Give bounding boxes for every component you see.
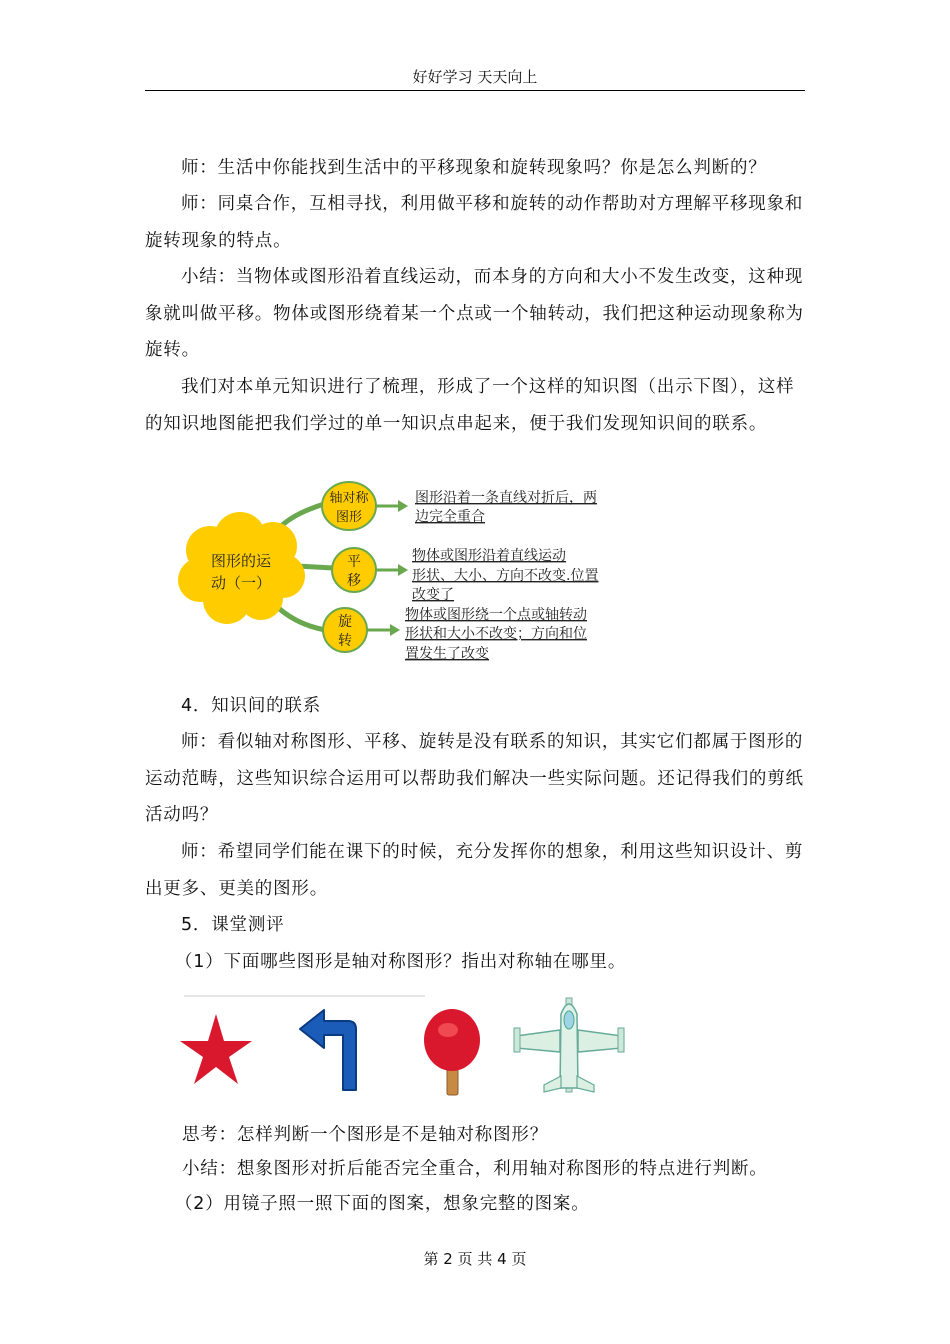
ping-pong-paddle-icon bbox=[424, 1009, 480, 1095]
airplane-icon bbox=[514, 998, 624, 1092]
question-2: （2）用镜子照一照下面的图案，想象完整的图案。 bbox=[175, 1194, 590, 1214]
desc-rotation-line1: 物体或图形绕一个点或轴转动 bbox=[405, 607, 587, 623]
node-axis-symmetry-line1: 轴对称 bbox=[329, 491, 369, 506]
page-header: 好好学习 天天向上 bbox=[145, 66, 805, 91]
paragraph-connection: 师：看似轴对称图形、平移、旋转是没有联系的知识，其实它们都属于图形的运动范畴，这些知识综合运用可以帮助我们解决一些实际问题。还记得我们的剪纸活动吗？ bbox=[145, 732, 804, 825]
blue-turn-arrow-icon bbox=[300, 1010, 356, 1090]
page-footer: 第 2 页 共 4 页 bbox=[423, 1250, 527, 1268]
desc-axis-symmetry-line1: 图形沿着一条直线对折后，两 bbox=[415, 490, 597, 506]
paragraph-summary-judge: 小结：想象图形对折后能否完全重合，利用轴对称图形的特点进行判断。 bbox=[182, 1159, 768, 1179]
arrow-middle bbox=[376, 564, 408, 576]
knowledge-mind-map bbox=[175, 478, 645, 668]
paragraph-teacher-cooperation: 师：同桌合作，互相寻找，利用做平移和旋转的动作帮助对方理解平移现象和旋转现象的特点。 bbox=[145, 194, 804, 251]
node-translation-line1: 平 bbox=[347, 554, 361, 570]
node-translation-line2: 移 bbox=[347, 573, 361, 589]
paragraph-think: 思考：怎样判断一个图形是不是轴对称图形？ bbox=[182, 1125, 548, 1145]
paragraph-summary-motion: 小结：当物体或图形沿着直线运动，而本身的方向和大小不发生改变，这种现象就叫做平移。物体或图形绕着某一个点或一个轴转动，我们把这种运动现象称为旋转。 bbox=[145, 267, 804, 360]
section-heading-5: 5．课堂测评 bbox=[181, 915, 285, 935]
node-rotation-line1: 旋 bbox=[338, 614, 352, 630]
arrow-top bbox=[376, 500, 408, 512]
center-label-line2: 动（一） bbox=[210, 574, 272, 592]
red-star-icon bbox=[180, 1014, 252, 1084]
desc-rotation-line2: 形状和大小不改变；方向和位 bbox=[405, 626, 587, 642]
paragraph-teacher-question: 师：生活中你能找到生活中的平移现象和旋转现象吗？你是怎么判断的？ bbox=[181, 158, 767, 178]
node-axis-symmetry-line2: 图形 bbox=[335, 510, 363, 525]
arrow-bottom bbox=[367, 624, 400, 636]
symmetry-figures bbox=[170, 992, 640, 1100]
desc-translation-line3: 改变了 bbox=[412, 587, 454, 603]
question-1: （1）下面哪些图形是轴对称图形？指出对称轴在哪里。 bbox=[175, 952, 627, 972]
desc-axis-symmetry-line2: 边完全重合 bbox=[415, 509, 485, 525]
desc-translation-line2: 形状、大小、方向不改变.位置 bbox=[412, 568, 599, 584]
node-rotation-line2: 转 bbox=[338, 633, 352, 649]
section-heading-4: 4．知识间的联系 bbox=[181, 696, 322, 716]
center-label-line1: 图形的运 bbox=[210, 552, 272, 570]
paragraph-hope: 师：希望同学们能在课下的时候，充分发挥你的想象，利用这些知识设计、剪出更多、更美的图形。 bbox=[145, 842, 804, 899]
desc-rotation-line3: 置发生了改变 bbox=[405, 646, 489, 662]
paragraph-knowledge-map-intro: 我们对本单元知识进行了梳理，形成了一个这样的知识图（出示下图），这样的知识地图能把我们学过的单一知识点串起来，便于我们发现知识间的联系。 bbox=[145, 377, 795, 434]
desc-translation-line1: 物体或图形沿着直线运动 bbox=[412, 548, 566, 564]
